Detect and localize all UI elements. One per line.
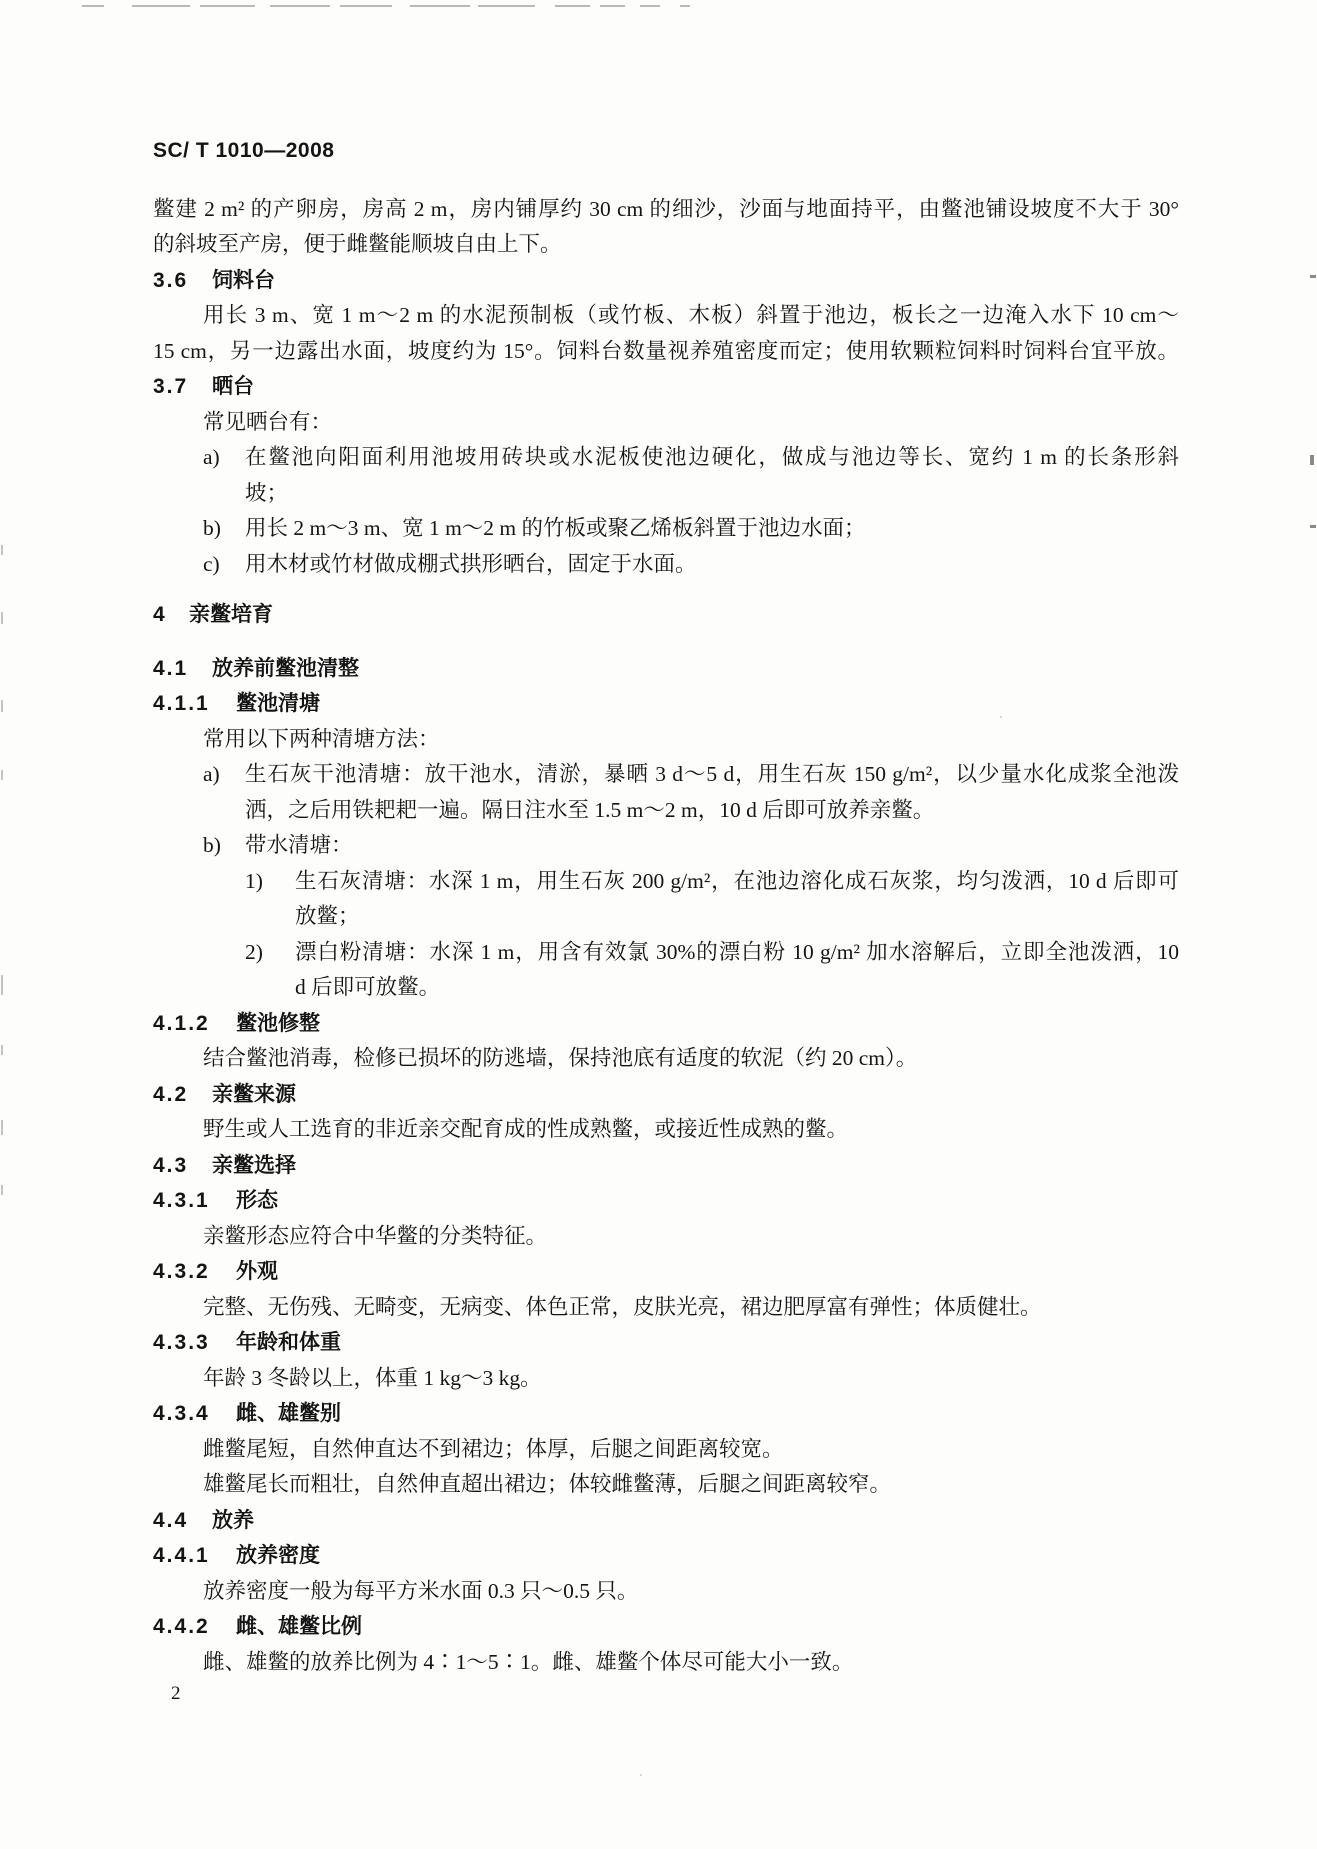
section-heading-4-4-1	[153, 1538, 1179, 1574]
section-heading-4-3-4	[153, 1396, 1179, 1432]
list-text: 漂白粉清塘：水深 1 m，用含有效氯 30%的漂白粉 10 g/m² 加水溶解后，立即全池泼洒，10	[295, 939, 1179, 964]
chapter-heading-4	[153, 597, 1179, 633]
body-line: 鳖建 2 m² 的产卵房，房高 2 m，房内铺厚约 30 cm 的细沙，沙面与地面持平，由鳖池铺设坡度不大于 30°	[153, 196, 1179, 221]
section-heading-4-4	[153, 1503, 1179, 1539]
list-item	[153, 511, 1179, 547]
body-line: 雌、雄鳖的放养比例为 4∶1～5∶1。雌、雄鳖个体尽可能大小一致。	[203, 1649, 854, 1674]
body-line: 的斜坡至产房，便于雌鳖能顺坡自由上下。	[153, 232, 562, 256]
section-heading-4-3-3	[153, 1325, 1179, 1361]
section-heading-3-6	[153, 263, 1179, 299]
scan-mark	[600, 5, 625, 7]
body-line: 完整、无伤残、无畸变，无病变、体色正常，皮肤光亮，裙边肥厚富有弹性；体质健壮。	[203, 1294, 1042, 1319]
section-title: 放养密度	[236, 1544, 320, 1567]
scan-mark	[1, 700, 3, 712]
list-text: 生石灰清塘：水深 1 m，用生石灰 200 g/m²，在池边溶化成石灰浆，均匀泼洒，10 d 后即可	[295, 868, 1179, 893]
body-line: 亲鳖形态应符合中华鳖的分类特征。	[203, 1223, 548, 1248]
body-line: 野生或人工选育的非近亲交配育成的性成熟鳖，或接近性成熟的鳖。	[203, 1117, 849, 1141]
list-item	[153, 547, 1179, 583]
section-heading-3-7	[153, 369, 1179, 405]
sub-list-item	[153, 864, 1179, 900]
section-title: 年龄和体重	[236, 1331, 341, 1354]
sub-list-item	[153, 935, 1179, 971]
section-title: 放养前鳖池清整	[212, 656, 359, 680]
scan-mark	[82, 5, 104, 7]
section-number: 4.3.4	[153, 1402, 210, 1425]
body-line: 雄鳖尾长而粗壮，自然伸直超出裙边；体较雌鳖薄，后腿之间距离较窄。	[203, 1472, 892, 1496]
section-number: 4.3.1	[153, 1189, 210, 1212]
body-line: 放养密度一般为每平方米水面 0.3 只～0.5 只。	[203, 1578, 639, 1603]
scan-mark	[478, 5, 535, 7]
section-title: 雌、雄鳖别	[236, 1402, 341, 1425]
list-text: 在鳖池向阳面利用池坡用砖块或水泥板使池边硬化，做成与池边等长、宽约 1 m 的长条形斜	[245, 445, 1179, 469]
list-item	[153, 440, 1179, 476]
list-marker: b)	[203, 833, 221, 857]
section-title: 晒台	[212, 375, 254, 398]
section-number: 4.4	[153, 1508, 189, 1532]
section-heading-4-4-2	[153, 1609, 1179, 1645]
list-marker: 2)	[245, 939, 263, 964]
section-number: 4.4.1	[153, 1544, 210, 1567]
section-number: 4.3	[153, 1153, 189, 1177]
document-body	[153, 133, 1179, 1712]
section-heading-4-3-2	[153, 1254, 1179, 1290]
page-number: 2	[171, 1683, 181, 1704]
section-title: 雌、雄鳖比例	[236, 1615, 362, 1638]
list-marker: c)	[203, 551, 220, 576]
scan-mark	[640, 1774, 642, 1776]
section-heading-4-1	[153, 651, 1179, 687]
section-number: 4.1	[153, 656, 189, 680]
list-marker: b)	[203, 516, 221, 540]
body-line: 15 cm，另一边露出水面，坡度约为 15°。饲料台数量视养殖密度而定；使用软颗粒饲料时饲料台宜平放。	[153, 338, 1179, 363]
body-line: 常用以下两种清塘方法：	[203, 726, 440, 751]
section-number: 4	[153, 603, 167, 626]
section-number: 4.3.2	[153, 1260, 210, 1283]
section-title: 放养	[212, 1508, 254, 1532]
scan-mark	[200, 5, 255, 7]
scan-mark	[1, 612, 3, 624]
section-title: 饲料台	[212, 268, 275, 292]
section-heading-4-2	[153, 1077, 1179, 1113]
section-number: 4.3.3	[153, 1331, 210, 1354]
list-text: 用木材或竹材做成棚式拱形晒台，固定于水面。	[245, 551, 697, 576]
scan-mark	[270, 5, 330, 7]
section-title: 亲鳖培育	[189, 603, 273, 626]
list-marker: a)	[203, 762, 220, 786]
list-text: d 后即可放鳖。	[295, 975, 441, 999]
list-text: 用长 2 m～3 m、宽 1 m～2 m 的竹板或聚乙烯板斜置于池边水面；	[245, 516, 866, 540]
section-title: 鳖池清塘	[236, 692, 320, 715]
list-text: 放鳖；	[295, 904, 360, 928]
list-text: 坡；	[245, 480, 289, 505]
section-number: 4.1.2	[153, 1011, 210, 1035]
section-number: 3.6	[153, 268, 189, 292]
body-line: 结合鳖池消毒，检修已损坏的防逃墙，保持池底有适度的软泥（约 20 cm）。	[203, 1046, 918, 1070]
section-title: 形态	[236, 1189, 278, 1212]
scan-mark	[132, 5, 190, 7]
list-marker: 1)	[245, 868, 263, 893]
section-heading-4-1-1	[153, 686, 1179, 722]
scan-mark	[640, 5, 660, 7]
scan-mark	[555, 5, 590, 7]
body-line: 常见晒台有：	[203, 409, 333, 434]
scan-mark	[410, 5, 470, 7]
body-line: 年龄 3 冬龄以上，体重 1 kg～3 kg。	[203, 1365, 542, 1390]
section-title: 亲鳖来源	[212, 1082, 296, 1106]
scan-mark	[1, 1185, 3, 1195]
scan-mark	[1, 770, 3, 780]
section-title: 外观	[236, 1260, 278, 1283]
list-marker: a)	[203, 445, 220, 469]
scan-mark	[1310, 275, 1316, 278]
list-text: 生石灰干池清塘：放干池水，清淤，暴晒 3 d～5 d，用生石灰 150 g/m²，以少量水化成浆全池泼	[245, 762, 1179, 786]
section-heading-4-3-1	[153, 1183, 1179, 1219]
body-line: 雌鳖尾短，自然伸直达不到裙边；体厚，后腿之间距离较宽。	[203, 1436, 784, 1461]
section-title: 鳖池修整	[236, 1011, 320, 1035]
scan-mark	[340, 5, 392, 7]
scan-mark	[1, 975, 3, 995]
scan-mark	[1, 1045, 3, 1055]
list-text: 带水清塘：	[245, 833, 353, 857]
scan-mark	[1, 545, 3, 555]
standard-code: SC/ T 1010—2008	[153, 139, 335, 162]
scan-mark	[1, 1120, 3, 1135]
section-heading-4-1-2	[153, 1006, 1179, 1042]
list-text: 洒，之后用铁耙耙一遍。隔日注水至 1.5 m～2 m，10 d 后即可放养亲鳖。	[245, 797, 935, 822]
section-title: 亲鳖选择	[212, 1153, 296, 1177]
list-item	[153, 828, 1179, 864]
section-number: 4.4.2	[153, 1615, 210, 1638]
scan-mark	[680, 5, 690, 7]
section-number: 4.1.1	[153, 692, 210, 715]
section-number: 4.2	[153, 1082, 189, 1106]
section-number: 3.7	[153, 375, 189, 398]
scan-mark	[1310, 525, 1316, 528]
section-heading-4-3	[153, 1148, 1179, 1184]
body-line: 用长 3 m、宽 1 m～2 m 的水泥预制板（或竹板、木板）斜置于池边，板长之一边淹入水下 10 cm～	[203, 303, 1179, 327]
list-item	[153, 757, 1179, 793]
scan-mark	[1310, 455, 1314, 465]
